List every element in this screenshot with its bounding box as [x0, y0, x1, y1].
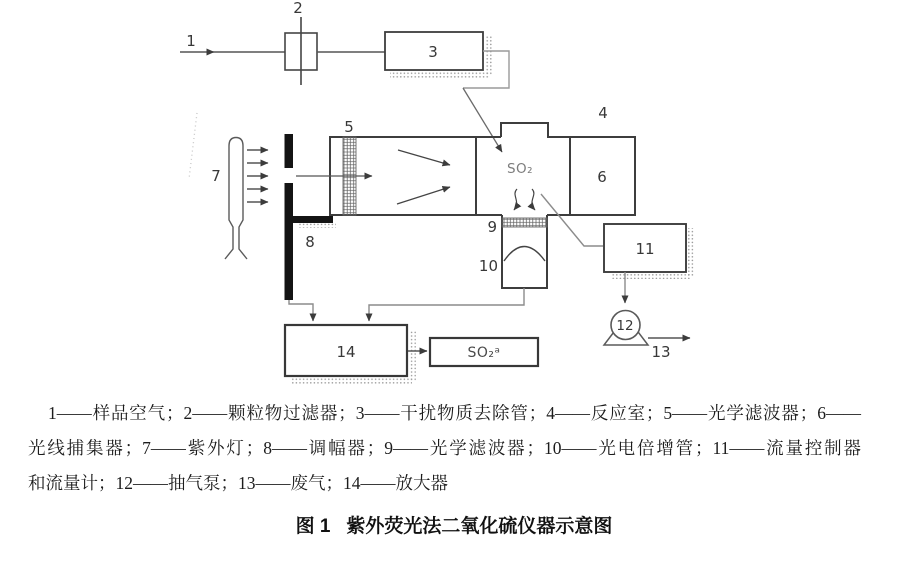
label-5: 5	[344, 118, 354, 136]
stipple-under-tab	[299, 223, 336, 228]
figure-title: 紫外荧光法二氧化硫仪器示意图	[346, 516, 613, 537]
stipple-bottom	[611, 273, 691, 279]
stipple-right	[409, 330, 416, 381]
pmt-signal-to-amplifier	[369, 288, 524, 321]
fluorescence-wave-left	[514, 189, 517, 210]
label-4: 4	[598, 104, 608, 122]
label-10: 10	[478, 257, 498, 275]
stipple-right	[485, 35, 492, 76]
gas-into-chamber-arrow	[463, 88, 502, 152]
figure-number: 图 1	[295, 516, 331, 537]
output-signal-box	[430, 338, 538, 366]
label-9: 9	[487, 218, 497, 236]
label-12: 12	[616, 318, 634, 334]
so2-output-label: SO₂ᵃ	[467, 345, 501, 361]
photomultiplier	[369, 215, 547, 321]
sample-air-inlet	[180, 32, 285, 52]
stipple-right	[687, 228, 694, 276]
chopper-bar	[285, 134, 294, 300]
uv-beam	[296, 150, 450, 204]
figure-caption	[0, 511, 908, 538]
legend-line-2: 光线捕集器；7——紫外灯；8——调幅器；9——光学滤波器；10——光电倍增管；11——流量控制器	[28, 438, 861, 458]
uv-lamp	[211, 138, 268, 260]
beam-scatter-arrow-lower	[397, 187, 450, 204]
label-2: 2	[293, 0, 303, 17]
fluorescence-wave-right	[532, 189, 535, 210]
suction-pump	[604, 311, 648, 346]
lamp-tube-outline	[225, 138, 247, 260]
modulator-signal-to-amplifier	[289, 300, 313, 321]
label-11: 11	[635, 240, 655, 258]
pmt-window-dome	[504, 247, 545, 262]
stipple-bottom	[291, 378, 412, 385]
optical-filter-excitation	[343, 118, 356, 215]
scan-artifact-dots	[189, 113, 197, 179]
particulate-filter	[285, 0, 317, 85]
label-7: 7	[211, 167, 221, 185]
flow-controller	[604, 224, 694, 303]
chopper-mount-tab	[293, 216, 333, 223]
stipple-bottom	[390, 72, 490, 79]
chopper-slot	[285, 168, 294, 183]
label-1: 1	[186, 32, 196, 50]
label-13: 13	[651, 343, 671, 361]
label-3: 3	[428, 43, 438, 61]
legend-line-1: 1——样品空气；2——颗粒物过滤器；3——干扰物质去除管；4——反应室；5——光学滤波器；6——	[48, 403, 861, 423]
interference-scrubber	[385, 32, 492, 79]
beam-scatter-arrow-upper	[398, 150, 450, 165]
label-14: 14	[336, 343, 356, 361]
label-8: 8	[305, 233, 315, 251]
so2-gas-label: SO₂	[506, 161, 534, 177]
filter-9-strip	[502, 218, 547, 227]
legend-line-3: 和流量计；12——抽气泵；13——废气；14——放大器	[28, 473, 448, 493]
chamber-outlet-line	[541, 194, 603, 246]
label-6: 6	[597, 168, 607, 186]
figure-legend	[28, 396, 861, 501]
amplifier	[285, 325, 427, 385]
modulator	[285, 134, 337, 321]
exhaust-outlet	[648, 338, 690, 361]
